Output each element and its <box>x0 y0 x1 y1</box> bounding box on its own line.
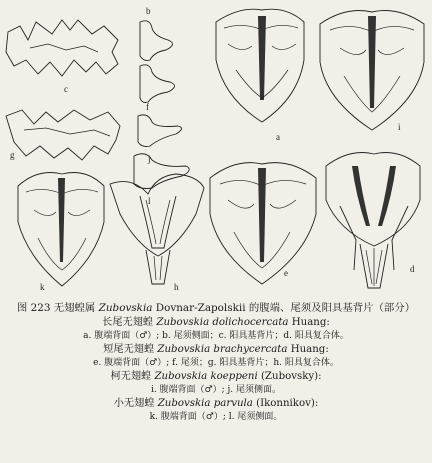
genus-author: Dovnar-Zapolskii <box>155 302 246 314</box>
drawing-e <box>210 163 316 284</box>
drawing-g <box>6 110 120 160</box>
species-latin-name: Zubovskia brachycercata <box>157 343 288 355</box>
drawing-l <box>134 154 189 206</box>
caption-title-rest: 的腹端、尾须及阳具基背片（部分） <box>245 302 416 314</box>
species-latin-name: Zubovskia parvula <box>157 397 253 409</box>
species-latin-name: Zubovskia dolichocercata <box>156 317 289 329</box>
species-chinese-name: 柯无翅蝗 <box>110 370 152 382</box>
label-d: d <box>410 264 415 274</box>
species-chinese-name: 短尾无翅蝗 <box>103 343 155 355</box>
label-l: l <box>148 196 151 206</box>
species-chinese-name: 小无翅蝗 <box>113 397 155 409</box>
label-f: f <box>146 102 149 112</box>
label-i: i <box>398 122 401 132</box>
species-line-4 <box>0 397 432 411</box>
species-author: Huang: <box>291 317 330 329</box>
drawing-j <box>138 115 182 164</box>
caption-title <box>0 301 432 315</box>
genus-chinese-name: 无翅蝗属 <box>53 302 96 314</box>
label-a: a <box>276 132 280 142</box>
genus-latin-name: Zubovskia <box>98 302 153 314</box>
parts-line-4: k. 腹端背面（♂）; l. 尾须侧面。 <box>149 411 283 422</box>
species-author: Huang: <box>290 343 329 355</box>
parts-line-1: a. 腹端背面（♂）; b. 尾须侧面；c. 阳具基背片；d. 阳具复合体。 <box>83 330 349 341</box>
drawing-a <box>216 9 304 142</box>
figure-number: 图 223 <box>16 302 51 314</box>
drawing-h <box>110 174 204 292</box>
species-author: (Zubovsky): <box>260 370 322 382</box>
species-latin-name: Zubovskia koeppeni <box>154 370 258 382</box>
species-line-3 <box>0 370 432 384</box>
drawing-k <box>18 173 104 293</box>
label-k: k <box>40 282 45 292</box>
drawing-d <box>326 153 420 289</box>
species-chinese-name: 长尾无翅蝗 <box>102 317 154 329</box>
label-e: e <box>284 268 288 278</box>
species-line-2 <box>0 343 432 357</box>
figure-caption <box>0 301 432 423</box>
drawing-i <box>320 11 424 133</box>
drawing-b <box>140 6 173 61</box>
drawing-f <box>140 65 175 112</box>
label-g: g <box>10 150 15 160</box>
parts-line-2: e. 腹端背面（♂）; f. 尾须；g. 阳具基背片；h. 阳具复合体。 <box>93 357 339 368</box>
parts-line-3: i. 腹端背面（♂）; j. 尾须侧面。 <box>150 384 282 395</box>
species-author: (Ikonnikov): <box>256 397 319 409</box>
species-line-1 <box>0 316 432 330</box>
label-h: h <box>174 282 179 292</box>
label-b: b <box>146 6 151 16</box>
label-j: j <box>148 154 151 164</box>
drawing-c <box>6 20 118 94</box>
label-c: c <box>64 84 68 94</box>
